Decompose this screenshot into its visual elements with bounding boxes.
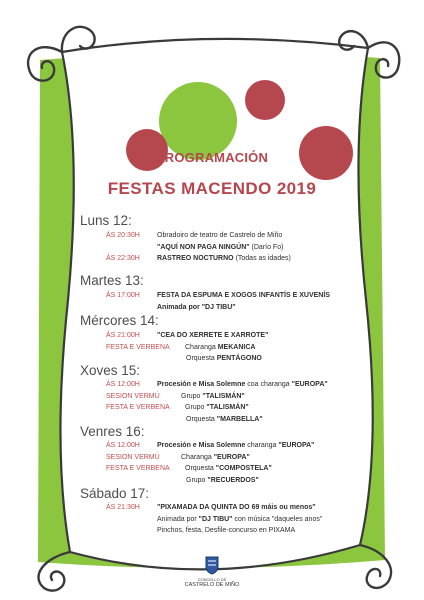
event-text: FESTA DA ESPUMA E XOGOS INFANTÍS E XUVENÍS xyxy=(157,292,330,299)
event-description xyxy=(157,292,330,299)
event-text: Charanga xyxy=(181,453,214,461)
event-description xyxy=(185,404,249,411)
event-description xyxy=(157,255,291,262)
shield-icon xyxy=(204,555,220,575)
event-description xyxy=(157,232,282,239)
event-text: Orquesta xyxy=(186,355,217,362)
day-heading: Martes 13: xyxy=(80,273,144,288)
event-description xyxy=(157,332,268,339)
event-description xyxy=(186,477,259,484)
event-text: "AQUÍ NON PAGA NINGÚN" xyxy=(157,243,250,251)
event-description xyxy=(186,416,263,423)
event-text: Grupo xyxy=(181,392,203,400)
event-text: (Darío Fo) xyxy=(249,243,284,251)
event-description xyxy=(157,516,322,523)
council-logo xyxy=(180,555,244,588)
event-time: ÁS 22:30H xyxy=(106,255,140,262)
event-description xyxy=(181,454,250,461)
event-description xyxy=(157,527,295,534)
event-text: Orquesta xyxy=(185,465,216,472)
event-time: FESTA E VERBENA xyxy=(106,404,170,411)
event-time: ÁS 21:30H xyxy=(106,504,140,511)
event-text: MEKANICA xyxy=(217,343,256,351)
festival-title: FESTAS MACENDO 2019 xyxy=(107,179,317,198)
event-text: Charanga xyxy=(185,343,218,351)
logo-line2: CASTRELO DE MIÑO xyxy=(184,582,240,588)
day-heading: Venres 16: xyxy=(80,424,145,439)
event-text: "EUROPA" xyxy=(213,453,250,461)
event-time: ÁS 20:30H xyxy=(106,232,140,239)
event-text: RASTREO NOCTURNO xyxy=(157,255,234,262)
event-text: "DJ TIBU" xyxy=(198,515,233,523)
event-description xyxy=(186,355,262,362)
event-description xyxy=(157,442,314,449)
event-text: Grupo xyxy=(186,476,208,484)
event-text: Animada por "DJ TIBU" xyxy=(157,303,236,311)
day-heading: Sábado 17: xyxy=(80,486,150,501)
curl-top-left-2 xyxy=(62,27,95,52)
event-description xyxy=(157,244,283,251)
event-time: ÁS 21:00H xyxy=(106,332,140,339)
event-time: SESION VERMÚ xyxy=(106,453,160,461)
event-text: con música "daqueles anos" xyxy=(232,515,323,523)
event-description xyxy=(157,304,236,311)
event-time: FESTA E VERBENA xyxy=(106,343,170,351)
green-circle-large xyxy=(159,82,237,160)
programacion-heading: PROGRAMACIÓN xyxy=(155,150,269,165)
event-text: "EUROPA" xyxy=(291,381,328,388)
event-text: Procesión e Misa Solemne xyxy=(157,442,246,449)
event-text: Animada por xyxy=(157,515,199,523)
event-text: Grupo xyxy=(185,404,207,411)
event-text: Procesión e Misa Solemne xyxy=(157,381,246,388)
event-text: charanga xyxy=(245,442,279,449)
event-description xyxy=(185,344,255,351)
event-time: ÁS 12:00H xyxy=(106,442,140,449)
event-text: "TALISMÁN" xyxy=(206,404,249,411)
event-description xyxy=(157,504,316,511)
event-text: "MARBELLA" xyxy=(216,415,263,423)
logo-line1: CONCELLO DE xyxy=(197,577,227,582)
event-text: "EUROPA" xyxy=(278,442,315,449)
event-time: FESTA E VERBENA xyxy=(106,465,170,472)
event-description xyxy=(181,393,245,400)
event-description xyxy=(185,465,272,472)
event-text: "COMPOSTELA" xyxy=(215,465,272,472)
event-text: PENTÁGONO xyxy=(216,355,262,362)
event-text: Obradoiro de teatro de Castrelo de Miño xyxy=(157,232,283,239)
event-text: coa charanga xyxy=(245,381,292,388)
event-time: ÁS 17:00H xyxy=(106,292,140,299)
event-text: "TALISMÁN" xyxy=(202,392,245,400)
event-text: "CEA DO XERRETE E XARROTE" xyxy=(157,332,269,339)
event-text: "RECUERDOS" xyxy=(207,476,259,484)
event-time: ÁS 12:00H xyxy=(106,381,140,388)
red-circle-mid xyxy=(245,80,285,120)
day-heading: Mércores 14: xyxy=(80,313,159,328)
event-text: Orquesta xyxy=(186,415,217,423)
event-text: (Todas as idades) xyxy=(233,255,291,262)
day-heading: Xoves 15: xyxy=(80,363,141,378)
day-heading: Luns 12: xyxy=(80,213,132,228)
event-description xyxy=(157,381,328,388)
event-text: Pinchos, festa, Desfile-concurso en PIXAMA xyxy=(157,527,296,534)
event-text: "PIXAMADA DA QUINTA DO 69 máis ou menos" xyxy=(157,504,316,511)
event-time: SESION VERMÚ xyxy=(106,392,160,400)
